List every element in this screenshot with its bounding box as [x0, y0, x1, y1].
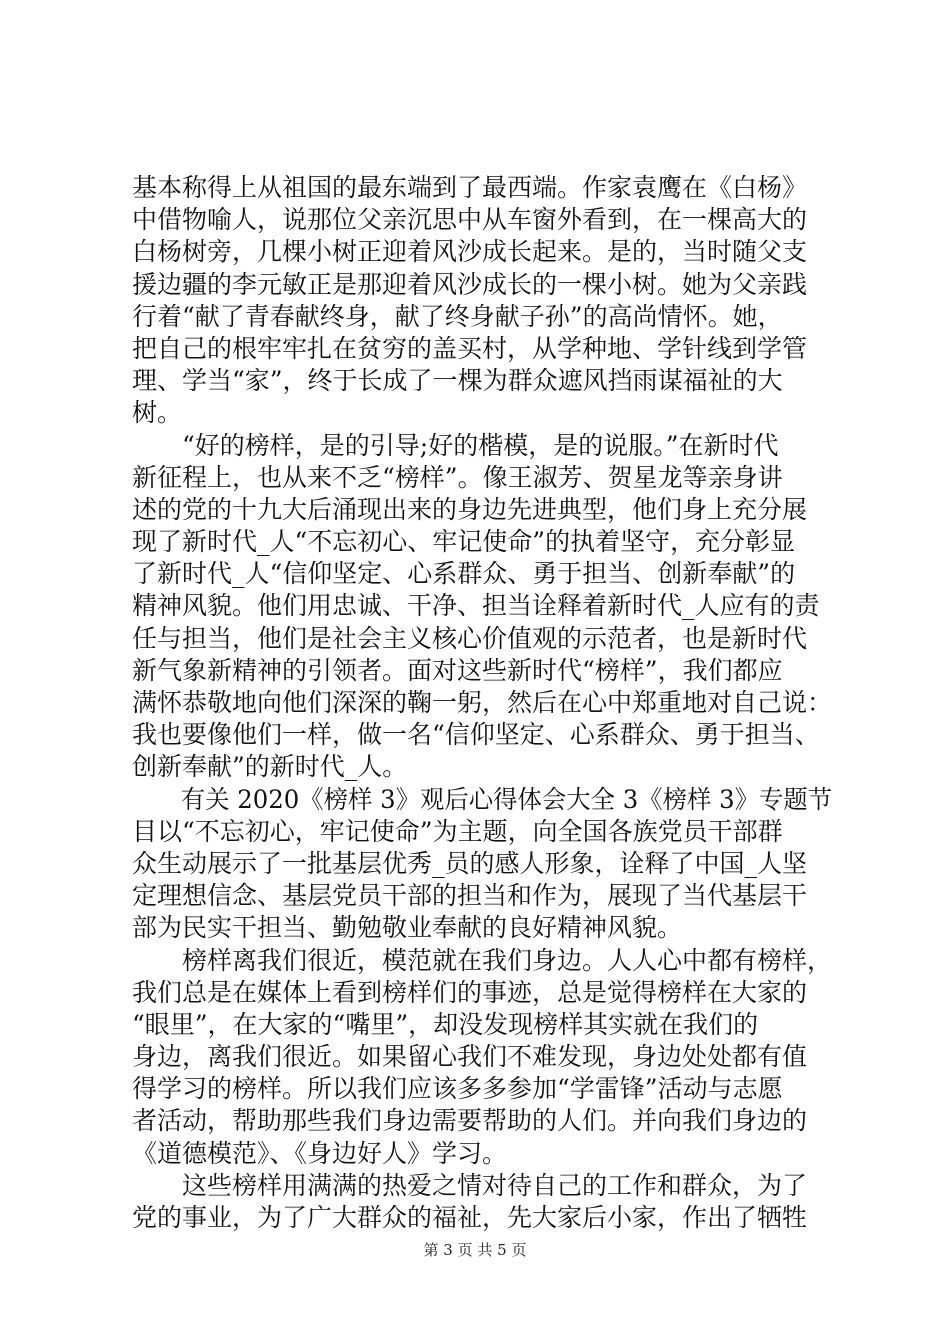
text-line: “眼里”，在大家的“嘴里”，却没发现榜样其实就在我们的: [132, 1009, 759, 1039]
text-line: 白杨树旁，几棵小树正迎着风沙成长起来。是的，当时随父支: [132, 237, 808, 267]
text-line: 我们总是在媒体上看到榜样们的事迹，总是觉得榜样在大家的: [132, 977, 808, 1007]
text-line: 述的党的十九大后涌现出来的身边先进典型，他们身上充分展: [132, 494, 808, 524]
text-line: 创新奉献”的新时代_人。: [132, 752, 408, 782]
paragraph: [132, 784, 832, 945]
text-line: 把自己的根牢牢扎在贫穷的盖买村，从学种地、学针线到学管: [132, 333, 808, 363]
text-line: 榜样离我们很近，模范就在我们身边。人人心中都有榜样，: [182, 945, 833, 975]
text-line: 党的事业，为了广大群众的福祉，先大家后小家，作出了牺牲: [132, 1203, 808, 1232]
document-body: [132, 172, 832, 1234]
text-line: 中借物喻人，说那位父亲沉思中从车窗外看到，在一棵高大的: [132, 205, 808, 235]
text-line: 众生动展示了一批基层优秀_员的感人形象，诠释了中国_人坚: [132, 848, 808, 878]
text-line: 精神风貌。他们用忠诚、干净、担当诠释着新时代_人应有的责: [132, 591, 820, 621]
text-line: 目以“不忘初心，牢记使命”为主题，向全国各族党员干部群: [132, 816, 783, 846]
text-line: 基本称得上从祖国的最东端到了最西端。作家袁鹰在《白杨》: [132, 173, 808, 202]
text-line: 身边，离我们很近。如果留心我们不难发现，身边处处都有值: [132, 1042, 808, 1072]
paragraph: [132, 172, 832, 430]
text-line: 《道德模范》、《身边好人》学习。: [132, 1138, 508, 1168]
text-line: 现了新时代_人“不忘初心、牢记使命”的执着坚守，充分彰显: [132, 527, 796, 557]
text-line: 有关 2020《榜样 3》观后心得体会大全 3《榜样 3》专题节: [180, 784, 833, 814]
paragraph: [132, 1170, 832, 1234]
text-line: 新征程上，也从来不乏“榜样”。像王淑芳、贺星龙等亲身讲: [132, 462, 783, 492]
paragraph: [132, 945, 832, 1170]
text-line: 援边疆的李元敏正是那迎着风沙成长的一棵小树。她为父亲践: [132, 269, 808, 299]
page-footer: 第 3 页 共 5 页: [423, 1241, 527, 1259]
text-line: 满怀恭敬地向他们深深的鞠一躬，然后在心中郑重地对自己说：: [132, 688, 833, 717]
text-line: 我也要像他们一样，做一名“信仰坚定、心系群众、勇于担当、: [132, 720, 820, 750]
text-line: 新气象新精神的引领者。面对这些新时代“榜样”，我们都应: [132, 655, 783, 685]
text-line: 了新时代_人“信仰坚定、心系群众、勇于担当、创新奉献”的: [132, 559, 796, 589]
paragraph: [132, 430, 832, 784]
text-line: 定理想信念、基层党员干部的担当和作为，展现了当代基层干: [132, 881, 808, 911]
text-line: 得学习的榜样。所以我们应该多多参加“学雷锋”活动与志愿: [132, 1074, 783, 1104]
text-line: 任与担当，他们是社会主义核心价值观的示范者，也是新时代: [132, 623, 808, 653]
text-line: “好的榜样，是的引导;好的楷模，是的说服。”在新时代: [182, 430, 779, 460]
text-line: 理、学当“家”，终于长成了一棵为群众遮风挡雨谋福祉的大: [132, 366, 783, 396]
text-line: 行着“献了青春献终身，献了终身献子孙”的高尚情怀。她，: [132, 301, 783, 331]
text-line: 这些榜样用满满的热爱之情对待自己的工作和群众，为了: [182, 1170, 808, 1200]
text-line: 树。: [132, 398, 183, 428]
text-line: 者活动，帮助那些我们身边需要帮助的人们。并向我们身边的: [132, 1106, 808, 1136]
text-line: 部为民实干担当、勤勉敬业奉献的良好精神风貌。: [132, 913, 683, 943]
